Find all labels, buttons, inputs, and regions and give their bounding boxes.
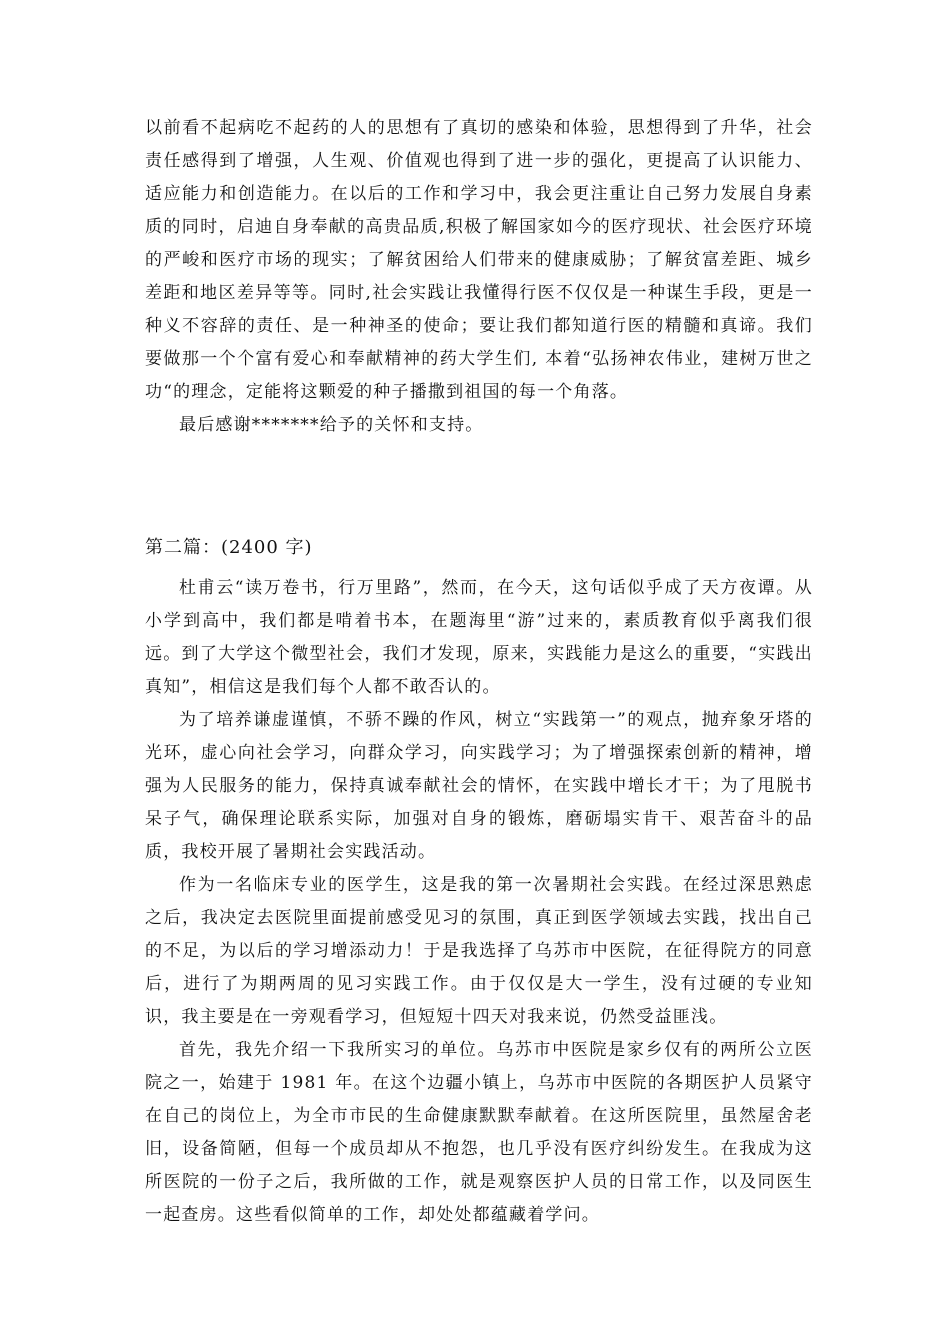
section-heading: 第二篇：(2400 字) <box>145 537 313 558</box>
body-paragraph: 首先，我先介绍一下我所实习的单位。乌苏市中医院是家乡仅有的两所公立医院之一，始建于 1981 年。在这个边疆小镇上，乌苏市中医院的各期医护人员紧守在自己的岗位上，为全市市民的生命健康默默奉献着。在这所医院里，虽然屋舍老旧，设备简陋，但每一个成员却从不抱怨，也几乎没有医疗纠纷发生。在我成为这所医院的一份子之后，我所做的工作，就是观察医护人员的日常工作，以及同医生一起查房。这些看似简单的工作，却处处都蕴藏着学问。 <box>145 1040 813 1225</box>
second-section-body <box>145 572 813 1232</box>
continued-paragraph: 以前看不起病吃不起药的人的思想有了真切的感染和体验，思想得到了升华，社会责任感得到了增强，人生观、价值观也得到了进一步的强化，更提高了认识能力、适应能力和创造能力。在以后的工作和学习中，我会更注重让自己努力发展自身素质的同时，启迪自身奉献的高贵品质,积极了解国家如今的医疗现状、社会医疗环境的严峻和医疗市场的现实；了解贫困给人们带来的健康威胁；了解贫富差距、城乡差距和地区差异等等。同时,社会实践让我懂得行医不仅仅是一种谋生手段，更是一种义不容辞的责任、是一种神圣的使命；要让我们都知道行医的精髓和真谛。我们要做那一个个富有爱心和奉献精神的药大学生们, 本着“弘扬神农伟业，建树万世之功“的理念，定能将这颗爱的种子播撒到祖国的每一个角落。 <box>145 118 813 402</box>
first-section-tail <box>145 112 813 442</box>
closing-line: 最后感谢*******给予的关怀和支持。 <box>179 415 484 435</box>
body-paragraph: 为了培养谦虚谨慎，不骄不躁的作风，树立“实践第一”的观点，抛弃象牙塔的光环，虚心向社会学习，向群众学习，向实践学习；为了增强探索创新的精神，增强为人民服务的能力，保持真诚奉献社会的情怀，在实践中增长才干；为了甩脱书呆子气，确保理论联系实际，加强对自身的锻炼，磨砺塌实肯干、艰苦奋斗的品质，我校开展了暑期社会实践活动。 <box>145 710 813 862</box>
body-paragraph: 作为一名临床专业的医学生，这是我的第一次暑期社会实践。在经过深思熟虑之后，我决定去医院里面提前感受见习的氛围，真正到医学领域去实践，找出自己的不足，为以后的学习增添动力！于是我选择了乌苏市中医院，在征得院方的同意后，进行了为期两周的见习实践工作。由于仅仅是大一学生，没有过硬的专业知识，我主要是在一旁观看学习，但短短十四天对我来说，仍然受益匪浅。 <box>145 875 813 1027</box>
body-paragraph: 杜甫云“读万卷书，行万里路”，然而，在今天，这句话似乎成了天方夜谭。从小学到高中，我们都是啃着书本，在题海里“游”过来的，素质教育似乎离我们很远。到了大学这个微型社会，我们才发现，原来，实践能力是这么的重要，“实践出真知”，相信这是我们每个人都不敢否认的。 <box>145 578 813 697</box>
